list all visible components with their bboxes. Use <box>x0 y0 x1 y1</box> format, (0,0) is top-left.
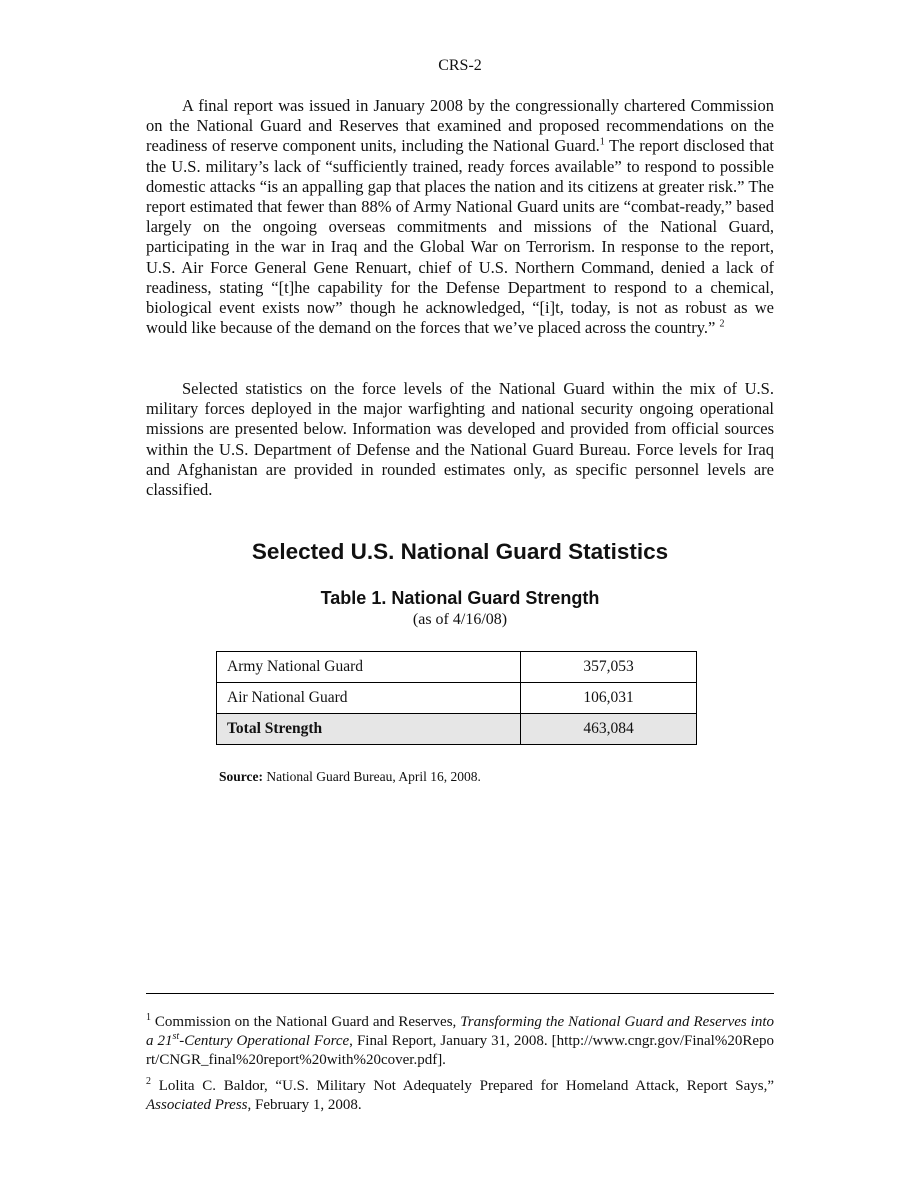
row-value: 106,031 <box>521 683 697 714</box>
footnote-text: Commission on the National Guard and Reserves, <box>151 1014 461 1030</box>
table-total-row <box>217 714 697 745</box>
footnote-ref-1[interactable]: 1 <box>599 136 605 148</box>
total-value: 463,084 <box>521 714 697 745</box>
footnote-1 <box>146 1013 774 1070</box>
table-source <box>219 769 481 785</box>
footnote-text: , Final Report, January 31, 2008. <box>349 1033 552 1049</box>
paragraph-text: Selected statistics on the force levels of the National Guard within the mix of U.S. military forces deployed in the major warfighting and national security ongoing operational missions are presented below. Information was developed and provided from official sources within the U.S. Department of Defense and the National Guard Bureau. Force levels for Iraq and Afghanistan are provided in rounded estimates only, as specific personnel levels are classified. <box>146 379 774 500</box>
footnote-ref-2[interactable]: 2 <box>719 318 725 330</box>
footnote-text: , February 1, 2008. <box>247 1097 362 1113</box>
body-paragraph-2 <box>146 379 774 500</box>
footnote-url-link[interactable]: [http://www.cngr.gov/Final%20Report/CNGR_final%20report%20with%20cover.pdf]. <box>146 1033 774 1068</box>
page-number-header: CRS-2 <box>438 57 482 74</box>
strength-table <box>216 651 697 745</box>
row-label: Air National Guard <box>217 683 521 714</box>
footnote-title-part: Transforming the National Guard and Reserves into a 21 <box>146 1014 775 1049</box>
source-text: National Guard Bureau, April 16, 2008. <box>263 769 481 784</box>
footnote-title-part: -Century Operational Force <box>179 1033 350 1049</box>
table-row <box>217 683 697 714</box>
footnote-number: 1 <box>146 1012 151 1023</box>
source-label: Source: <box>219 769 263 784</box>
section-title: Selected U.S. National Guard Statistics <box>251 539 669 564</box>
footnote-text: Lolita C. Baldor, “U.S. Military Not Adequately Prepared for Homeland Attack, Report Says,” <box>151 1078 774 1094</box>
row-value: 357,053 <box>521 652 697 683</box>
footnote-title-sup: st <box>172 1031 180 1042</box>
footnote-divider <box>146 993 774 994</box>
table-row <box>217 652 697 683</box>
footnote-2 <box>146 1077 774 1115</box>
body-paragraph-1 <box>146 96 774 338</box>
footnote-publication: Associated Press <box>146 1097 248 1113</box>
paragraph-text: A final report was issued in January 2008 by the congressionally chartered Commission on the National Guard and Reserves that examined and proposed recommendations on the readiness of reserve component units, including the National Guard. <box>146 96 774 156</box>
table-title: Table 1. National Guard Strength <box>320 588 600 608</box>
total-label: Total Strength <box>217 714 521 745</box>
paragraph-text: The report disclosed that the U.S. military’s lack of “sufficiently trained, ready forces available” to respond to possible domestic attacks “is an appalling gap that places the nation and its citizens at greater risk.” The report estimated that fewer than 88% of Army National Guard units are “combat-ready,” based largely on the ongoing overseas commitments and missions of the National Guard, participating in the war in Iraq and the Global War on Terrorism. In response to the report, U.S. Air Force General Gene Renuart, chief of U.S. Northern Command, denied a lack of readiness, stating “[t]he capability for the Defense Department to respond to a chemical, biological event exists now” though he acknowledged, “[i]t, today, is not as robust as we would like because of the demand on the forces that we’ve placed across the country.” <box>146 136 774 338</box>
row-label: Army National Guard <box>217 652 521 683</box>
footnote-number: 2 <box>146 1076 151 1087</box>
table-subtitle: (as of 4/16/08) <box>412 611 508 628</box>
